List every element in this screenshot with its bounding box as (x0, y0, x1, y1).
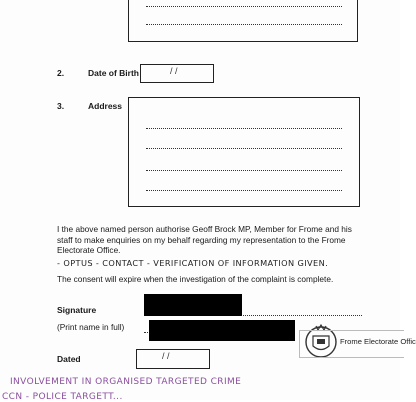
consent-expiry-text: The consent will expire when the investigation of the complaint is complete. (57, 274, 334, 284)
name-line-1 (146, 6, 342, 7)
date-of-birth-separators: / / (170, 66, 178, 76)
address-line-2 (146, 148, 342, 149)
name-line-2 (146, 24, 342, 25)
handwritten-note-line-2: CCN - POLICE TARGETT... (2, 392, 123, 402)
address-line-3 (146, 170, 342, 171)
office-stamp-text: Frome Electorate Offic (340, 337, 416, 346)
dated-field[interactable] (136, 349, 210, 369)
print-name-label: (Print name in full) (57, 322, 125, 332)
authorisation-text: I the above named person authorise Geoff Brock MP, Member for Frome and his staff to make enquiries on my behalf regarding my representation to the Frome Electorate Office. (57, 224, 352, 256)
item-2-number: 2. (57, 68, 65, 78)
dated-label: Dated (57, 354, 81, 364)
item-3-number: 3. (57, 101, 65, 111)
handwritten-note-line-1: INVOLVEMENT IN ORGANISED TARGETED CRIME (10, 377, 242, 387)
date-of-birth-label: Date of Birth (88, 68, 139, 78)
print-name-redaction (149, 320, 295, 341)
signature-label: Signature (57, 305, 97, 315)
handwritten-insertion: - OPTUS - CONTACT - VERIFICATION OF INFORMATION GIVEN. (57, 258, 329, 268)
address-line-4 (146, 190, 342, 191)
dated-separators: / / (162, 351, 170, 361)
signature-redaction (144, 294, 242, 316)
stamp-frame (299, 330, 416, 358)
address-line-1 (146, 128, 342, 129)
address-label: Address (88, 101, 123, 111)
